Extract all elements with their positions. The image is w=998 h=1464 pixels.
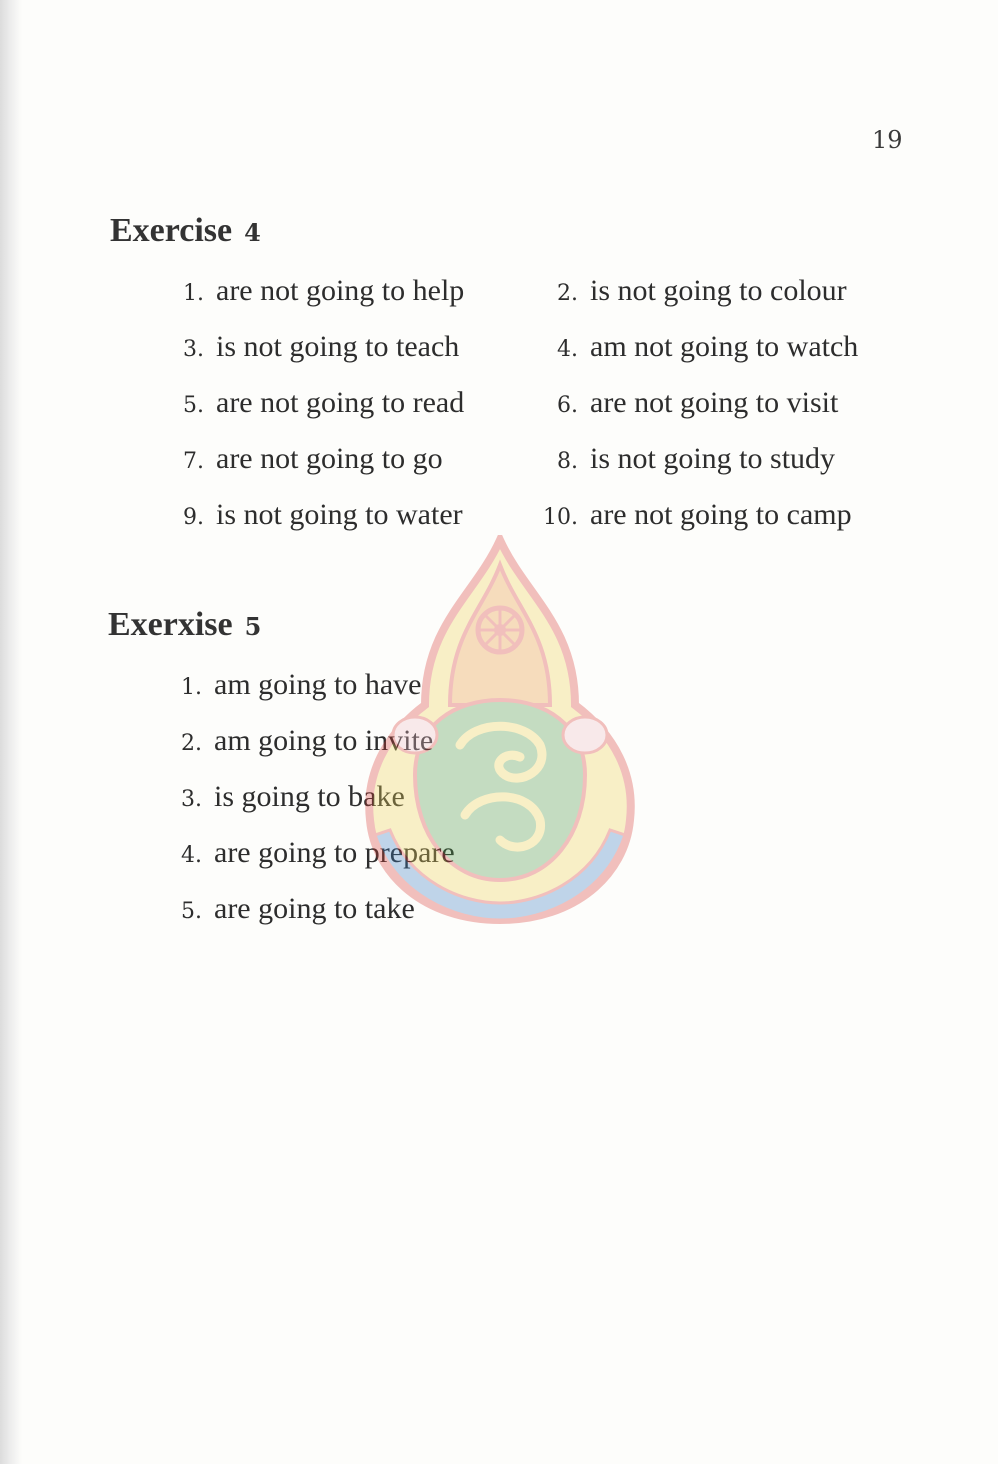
item-number: 3. [183, 337, 204, 362]
exercise-4-item-9 [172, 498, 463, 532]
exercise-4-heading [110, 212, 261, 250]
item-number: 4. [557, 337, 578, 362]
exercise-4-item-6 [536, 386, 838, 420]
page-number: 19 [872, 126, 903, 154]
exercise-4-item-5 [172, 386, 464, 420]
exercise-4-item-1 [172, 274, 464, 308]
item-text: are going to take [214, 892, 415, 925]
item-text: am not going to watch [590, 330, 859, 363]
seal-watermark-icon [355, 535, 645, 925]
item-number: 3. [181, 787, 202, 812]
exercise-4-number: 4 [244, 218, 261, 247]
exercise-5-heading [108, 606, 261, 644]
item-number: 4. [181, 843, 202, 868]
exercise-4-item-8 [536, 442, 835, 476]
item-text: are not going to help [216, 274, 465, 307]
item-number: 2. [557, 281, 578, 306]
page-gutter-shadow [0, 0, 22, 1464]
item-text: is not going to colour [590, 274, 847, 307]
item-text: are not going to visit [590, 386, 839, 419]
item-text: am going to have [214, 668, 422, 701]
item-text: are going to prepare [214, 836, 455, 869]
exercise-4-item-7 [172, 442, 443, 476]
exercise-5-number: 5 [244, 612, 262, 641]
item-number: 1. [183, 281, 204, 306]
item-number: 5. [181, 899, 202, 924]
exercise-4-item-2 [536, 274, 847, 308]
exercise-5-title: Exerxise [108, 606, 233, 643]
item-number: 2. [181, 731, 202, 756]
item-text: are not going to camp [590, 498, 852, 531]
item-text: is not going to water [216, 498, 463, 531]
item-number: 5. [183, 393, 204, 418]
item-number: 7. [183, 449, 204, 474]
exercise-4-item-4 [536, 330, 858, 364]
exercise-4-item-10 [536, 498, 852, 532]
item-number: 9. [183, 505, 204, 530]
item-text: is not going to study [590, 442, 836, 475]
exercise-4-item-3 [172, 330, 459, 364]
item-text: am going to invite [214, 724, 434, 757]
item-text: is not going to teach [216, 330, 460, 363]
item-number: 6. [557, 393, 578, 418]
item-number: 1. [181, 675, 202, 700]
item-text: are not going to read [216, 386, 465, 419]
item-text: are not going to go [216, 442, 443, 475]
item-number: 8. [557, 449, 578, 474]
exercise-4-title: Exercise [110, 212, 233, 249]
item-number: 10. [543, 505, 578, 530]
item-text: is going to bake [214, 780, 405, 813]
